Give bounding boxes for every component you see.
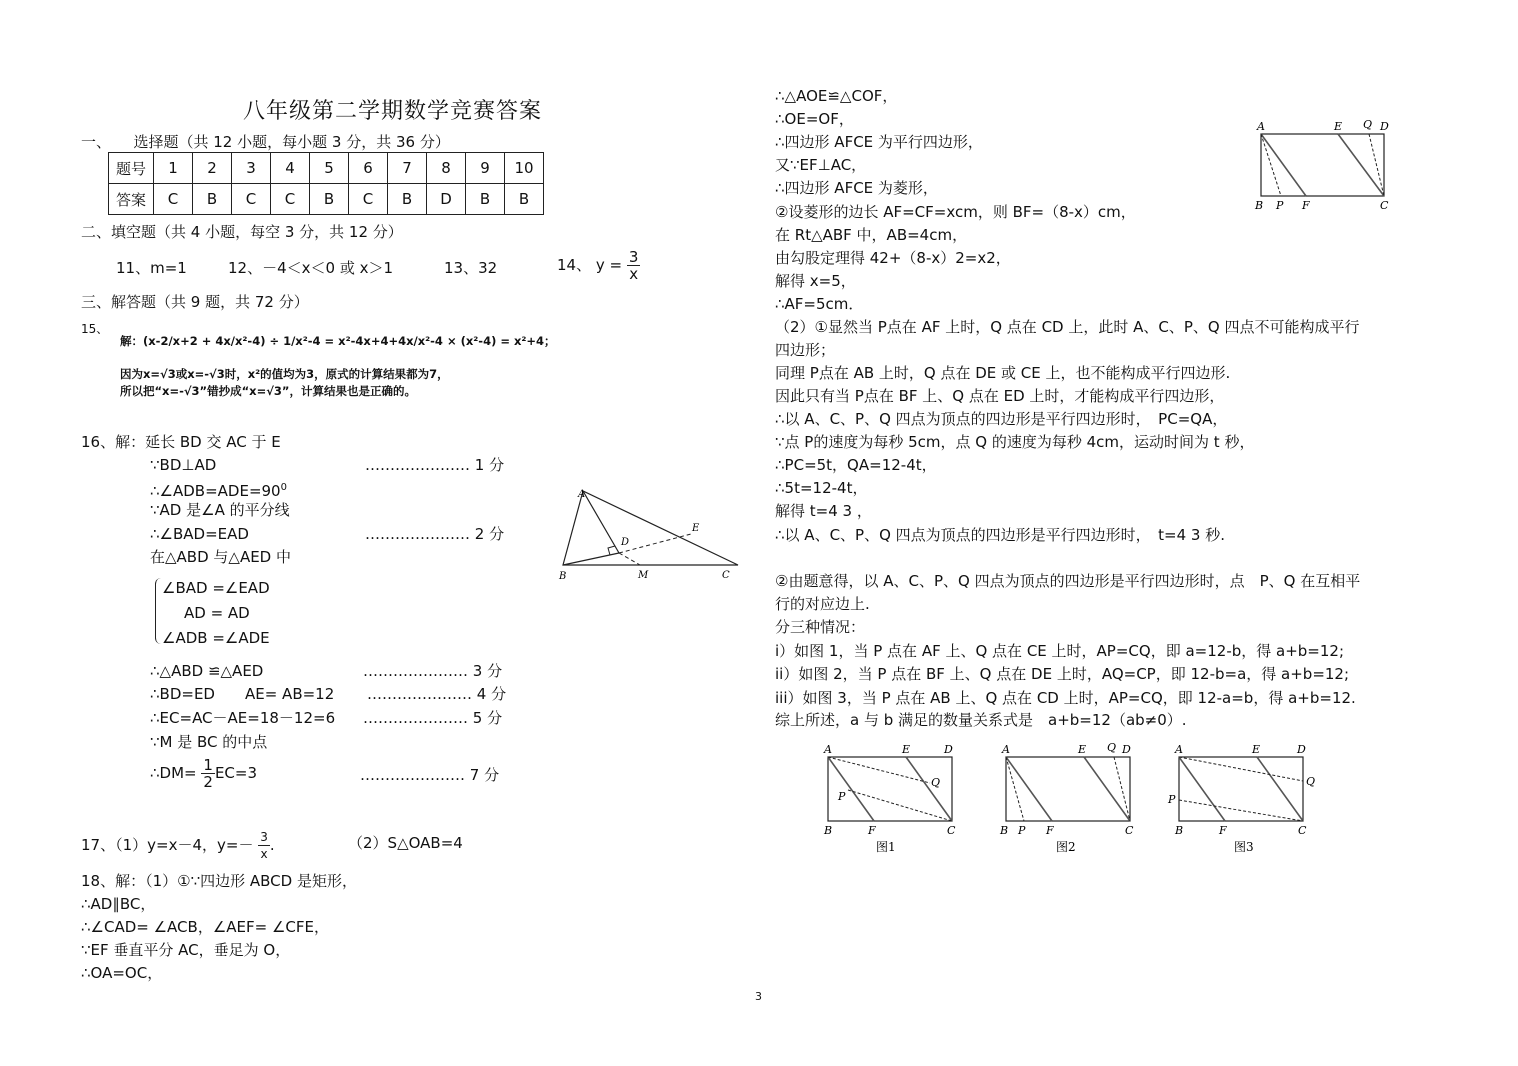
degree-sup: 0: [280, 482, 287, 493]
q16-line-text: ∴DM=: [150, 764, 197, 782]
right-line: ∵点 P的速度为每秒 5cm，点 Q 的速度为每秒 4cm，运动时间为 t 秒，: [775, 433, 1255, 451]
q16-line: [150, 757, 257, 790]
q15-label: 15、: [81, 322, 109, 336]
segment-de: [619, 534, 691, 553]
rect-abcd: [1261, 134, 1384, 196]
table-cell: 1: [154, 153, 193, 184]
label-f: F: [1046, 824, 1054, 837]
right-line: 行的对应边上.: [775, 595, 870, 613]
label-f: F: [1219, 824, 1227, 837]
q16-line: ∴BD=ED AE= AB=12: [150, 685, 335, 703]
page-title: 八年级第二学期数学竞赛答案: [243, 99, 543, 124]
q16-line: ∵M 是 BC 的中点: [150, 733, 268, 751]
q16-score: ………………… 7 分: [360, 766, 500, 784]
right-line: 四边形；: [775, 341, 836, 359]
q16-line: ∴△ABD ≌△AED: [150, 662, 264, 680]
answer-13: 13、32: [444, 259, 498, 277]
label-b: B: [1175, 824, 1184, 837]
table-cell: B: [193, 184, 232, 215]
section2-heading: 二、填空题（共 4 小题，每空 3 分，共 12 分）: [81, 223, 403, 241]
q15-line1: 解：(x-2/x+2 + 4x/x²-4) ÷ 1/x²-4 = x²-4x+4+4x/x²-4 × (x²-4) = x²+4；: [120, 334, 556, 348]
table-cell: D: [427, 184, 466, 215]
q16-system-line: ∠BAD =∠EAD: [162, 579, 270, 597]
q16-line: ∵AD 是∠A 的平分线: [150, 501, 290, 519]
table-cell: B: [505, 184, 544, 215]
q16-score: ………………… 2 分: [365, 525, 505, 543]
segment-qc: [1114, 757, 1130, 821]
right-line: ∴四边形 AFCE 为平行四边形，: [775, 133, 983, 151]
segment-af: [1261, 134, 1306, 196]
q17-text: 17、（1）y=x－4，y=－: [81, 836, 254, 854]
right-line: 综上所述，a 与 b 满足的数量关系式是 a+b=12（ab≠0）.: [775, 711, 1187, 729]
q18-line: 18、解：（1）①∵四边形 ABCD 是矩形，: [81, 872, 357, 890]
label-a: A: [1257, 120, 1265, 133]
table-cell: 3: [232, 153, 271, 184]
table-cell: C: [154, 184, 193, 215]
fig3-caption: 图3: [1234, 840, 1254, 854]
page-number: 3: [755, 990, 762, 1003]
q16-score: ………………… 3 分: [363, 662, 503, 680]
table-cell: C: [349, 184, 388, 215]
answer-table: [108, 152, 544, 215]
label-d: D: [1380, 120, 1389, 133]
right-line: ②设菱形的边长 AF=CF=xcm，则 BF=（8-x）cm，: [775, 203, 1136, 221]
q16-score: ………………… 5 分: [363, 709, 503, 727]
label-q: Q: [1363, 118, 1373, 131]
label-b: B: [1000, 824, 1009, 837]
right-line: ii）如图 2，当 P 点在 BF 上、Q 点在 DE 上时，AQ=CP，即 12-b=a，得 a+b=12;: [775, 665, 1350, 683]
right-line: 解得 x=5，: [775, 272, 856, 290]
table-row: [109, 184, 544, 215]
q16-intro: 16、解：延长 BD 交 AC 于 E: [81, 433, 281, 451]
q16-score: ………………… 1 分: [365, 456, 505, 474]
figure-1: [818, 740, 968, 860]
table-cell: 10: [505, 153, 544, 184]
table-cell: 9: [466, 153, 505, 184]
table-header-cell: 答案: [109, 184, 154, 215]
label-d: D: [944, 743, 953, 756]
label-e: E: [1252, 743, 1261, 756]
answer-12: 12、－4＜x＜0 或 x＞1: [228, 259, 394, 277]
right-line: ∴以 A、C、P、Q 四点为顶点的四边形是平行四边形时， PC=QA，: [775, 410, 1228, 428]
q16-system-line: ∠ADB =∠ADE: [162, 629, 270, 647]
segment-ec: [1084, 757, 1130, 821]
rect-abcd: [1006, 757, 1130, 821]
figure-3: [1166, 740, 1326, 860]
answer-11: 11、m=1: [116, 259, 187, 277]
table-header-cell: 题号: [109, 153, 154, 184]
right-line: （2）①显然当 P点在 AF 上时，Q 点在 CD 上，此时 A、C、P、Q 四点不可能构成平行: [775, 318, 1360, 336]
label-a: A: [1002, 743, 1010, 756]
segment-ec: [1257, 757, 1303, 821]
right-line: 同理 P点在 AB 上时，Q 点在 DE 或 CE 上，也不能构成平行四边形.: [775, 364, 1231, 382]
right-line: iii）如图 3，当 P 点在 AB 上、Q 点在 CD 上时，AP=CQ，即 12-a=b，得 a+b=12.: [775, 689, 1356, 707]
q17-part2: （2）S△OAB=4: [348, 834, 463, 852]
label-q: Q: [1107, 741, 1117, 754]
label-c: C: [722, 570, 730, 581]
right-line: 解得 t=4 3 ，: [775, 502, 872, 520]
label-d: D: [621, 537, 630, 548]
section3-heading: 三、解答题（共 9 题，共 72 分）: [81, 293, 309, 311]
label-b: B: [559, 571, 567, 582]
table-cell: 6: [349, 153, 388, 184]
fraction: [627, 249, 641, 282]
table-cell: B: [388, 184, 427, 215]
q17-text: .: [269, 836, 275, 854]
label-b: B: [824, 824, 833, 837]
right-line: ∴AF=5cm．: [775, 295, 864, 313]
table-cell: 4: [271, 153, 310, 184]
segment-af: [1006, 757, 1052, 821]
fraction-denominator: x: [260, 847, 268, 861]
fig1-caption: 图1: [876, 840, 896, 854]
label-f: F: [1302, 199, 1310, 212]
q16-line: 在△ABD 与△AED 中: [150, 548, 291, 566]
right-line: ②由题意得，以 A、C、P、Q 四点为顶点的四边形是平行四边形时，点 P、Q 在互相平: [775, 572, 1361, 590]
rect-abcd: [828, 757, 952, 821]
right-line: 分三种情况：: [775, 618, 866, 636]
label-e: E: [692, 523, 700, 534]
table-cell: C: [232, 184, 271, 215]
fraction-numerator: 3: [260, 830, 268, 844]
q16-line: ∴EC=AC－AE=18－12=6: [150, 709, 336, 727]
segment-ap: [1261, 134, 1281, 196]
table-cell: 2: [193, 153, 232, 184]
table-cell: 5: [310, 153, 349, 184]
right-line: ∴PC=5t，QA=12-4t，: [775, 456, 937, 474]
answer-14-prefix: 14、 y =: [557, 256, 623, 274]
label-b: B: [1255, 199, 1264, 212]
table-cell: C: [271, 184, 310, 215]
segment-ec: [1338, 134, 1384, 196]
right-line: i）如图 1，当 P 点在 AF 上、Q 点在 CE 上时，AP=CQ，即 a=12-b，得 a+b=12;: [775, 642, 1345, 660]
label-p: P: [838, 790, 846, 803]
label-c: C: [1298, 824, 1307, 837]
label-m: M: [638, 570, 649, 581]
q16-line: ∴∠BAD=EAD: [150, 525, 249, 543]
table-cell: 7: [388, 153, 427, 184]
label-a: A: [578, 489, 586, 500]
label-q: Q: [1306, 775, 1316, 788]
segment-pc: [1179, 800, 1303, 821]
q17-part1: [81, 829, 275, 862]
label-f: F: [868, 824, 876, 837]
segment-ap: [1006, 757, 1024, 821]
label-p: P: [1018, 824, 1026, 837]
segment-ad: [583, 491, 619, 553]
q15-line3: 所以把“x=-√3”错抄成“x=√3”，计算结果也是正确的。: [120, 384, 416, 398]
rectangle-figure-top: [1250, 114, 1400, 214]
label-d: D: [1297, 743, 1306, 756]
rect-abcd: [1179, 757, 1303, 821]
label-d: D: [1122, 743, 1131, 756]
label-a: A: [1175, 743, 1183, 756]
label-c: C: [1380, 199, 1389, 212]
answer-14: [557, 249, 640, 282]
q16-line-text: ∴∠ADB=ADE=90: [150, 482, 281, 500]
right-line: 又∵EF⊥AC，: [775, 156, 867, 174]
right-line: 由勾股定理得 42+（8-x）2=x2，: [775, 249, 1011, 267]
q18-line: ∵EF 垂直平分 AC，垂足为 O，: [81, 941, 291, 959]
right-line: 在 Rt△ABF 中，AB=4cm，: [775, 226, 968, 244]
segment-ec: [906, 757, 952, 821]
table-cell: 8: [427, 153, 466, 184]
table-row: [109, 153, 544, 184]
fig2-caption: 图2: [1056, 840, 1076, 854]
fraction-denominator: x: [629, 265, 639, 283]
right-line: ∴以 A、C、P、Q 四点为顶点的四边形是平行四边形时， t=4 3 秒.: [775, 526, 1226, 544]
label-c: C: [947, 824, 956, 837]
label-p: P: [1276, 199, 1284, 212]
section1-heading: 一、 选择题（共 12 小题，每小题 3 分，共 36 分）: [81, 133, 450, 151]
label-q: Q: [931, 776, 941, 789]
right-line: ∴5t=12-4t，: [775, 479, 868, 497]
q15-line2: 因为x=√3或x=-√3时，x²的值均为3，原式的计算结果都为7，: [120, 367, 449, 381]
fraction-numerator: 3: [628, 248, 639, 266]
label-e: E: [1334, 120, 1343, 133]
q18-line: ∴OA=OC，: [81, 964, 163, 982]
right-line: ∴四边形 AFCE 为菱形，: [775, 179, 938, 197]
fraction: [201, 757, 215, 790]
segment-bd: [563, 553, 619, 565]
segment-aq: [1179, 757, 1303, 781]
label-p: P: [1168, 793, 1176, 806]
fraction: [258, 829, 270, 862]
fraction-numerator: 1: [203, 756, 213, 774]
table-cell: B: [466, 184, 505, 215]
right-line: ∴△AOE≌△COF，: [775, 87, 898, 105]
label-c: C: [1125, 824, 1134, 837]
triangle-figure: [552, 482, 752, 582]
q16-score: ………………… 4 分: [367, 685, 507, 703]
table-cell: B: [310, 184, 349, 215]
q16-line-text: EC=3: [214, 764, 258, 782]
q16-line: [150, 479, 287, 500]
segment-af: [1179, 757, 1225, 821]
label-a: A: [824, 743, 832, 756]
figure-2: [996, 740, 1146, 860]
q18-line: ∴∠CAD= ∠ACB，∠AEF= ∠CFE，: [81, 918, 329, 936]
q16-line: ∵BD⊥AD: [150, 456, 217, 474]
q18-line: ∴AD∥BC，: [81, 895, 156, 913]
q16-system-line: AD = AD: [184, 604, 250, 622]
right-line: 因此只有当 P点在 BF 上、Q 点在 ED 上时，才能构成平行四边形，: [775, 387, 1225, 405]
label-e: E: [902, 743, 911, 756]
right-line: ∴OE=OF，: [775, 110, 854, 128]
segment-dm: [619, 553, 640, 565]
fraction-denominator: 2: [203, 773, 213, 791]
system-brace: [155, 578, 162, 644]
label-e: E: [1078, 743, 1087, 756]
